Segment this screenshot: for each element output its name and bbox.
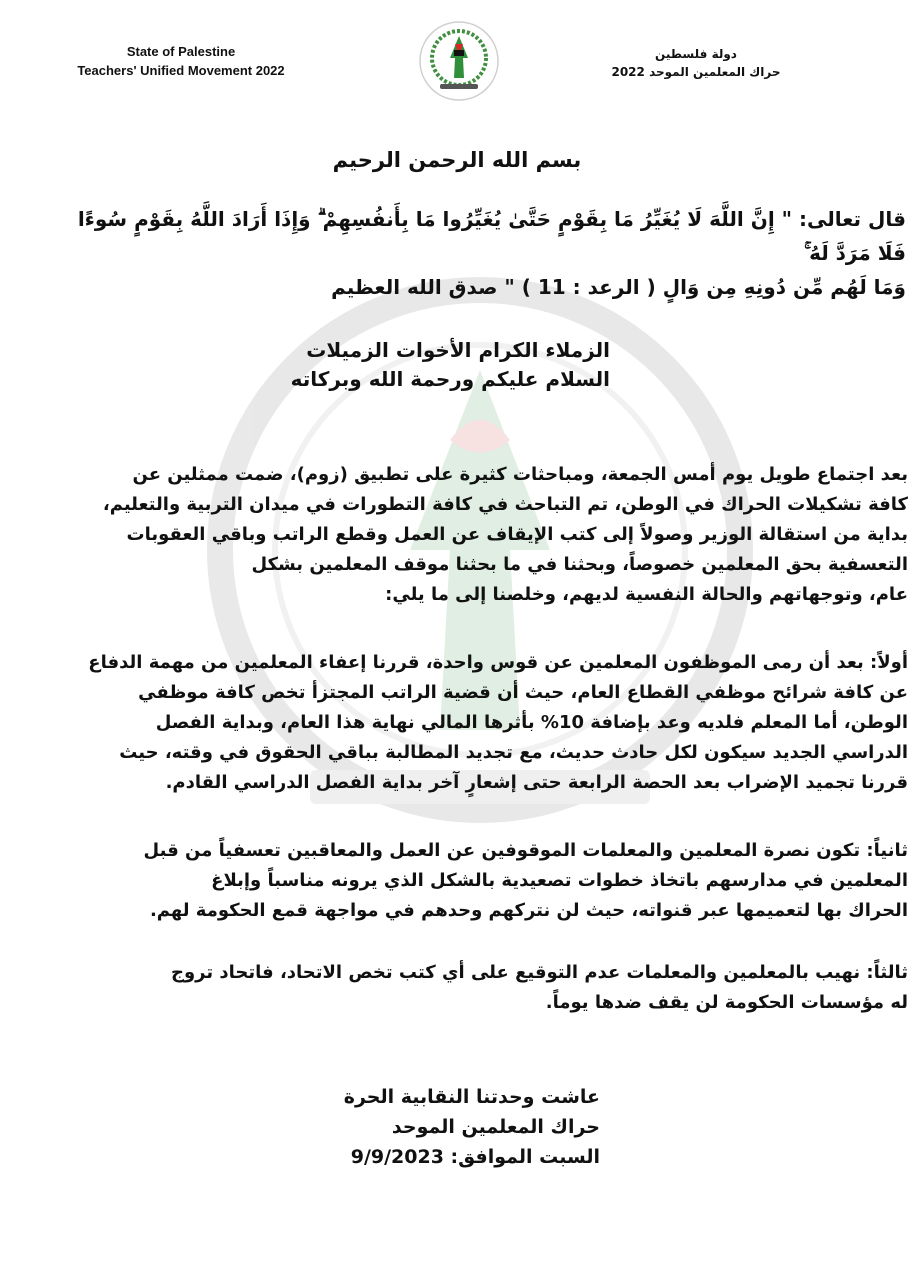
- greeting: [250, 336, 610, 394]
- paragraph-intro: [26, 460, 908, 610]
- paragraph-line: عن كافة شرائح موظفي القطاع العام، حيث أن قضية الراتب المجتزأ تخص كافة موظفي: [138, 682, 908, 703]
- paragraph-line: الدراسي الجديد سيكون لكل حادث حديث، مع تجديد المطالبة بباقي الحقوق في وقته، حيث: [119, 742, 908, 763]
- movement-logo-icon: [418, 20, 500, 102]
- header-org-ar: حراك المعلمين الموحد 2022: [611, 65, 781, 79]
- paragraph-line: ثانياً: تكون نصرة المعلمين والمعلمات الموقوفين عن العمل والمعاقبين تعسفياً من قبل: [143, 840, 908, 861]
- paragraph-first-point: [26, 648, 908, 798]
- paragraph-line: بعد اجتماع طويل يوم أمس الجمعة، ومباحثات كثيرة على تطبيق (زوم)، ضمت ممثلين عن: [132, 464, 908, 485]
- closing-signature: [300, 1082, 600, 1172]
- paragraph-line: بداية من استقالة الوزير وصولاً إلى كتب الإيقاف عن العمل وقطع الراتب وباقي العقوبات: [126, 524, 908, 545]
- header-arabic: [586, 45, 806, 81]
- paragraph-line: أولاً: بعد أن رمى الموظفون المعلمين عن قوس واحدة، قررنا إعفاء المعلمين من مهمة الدفاع: [88, 652, 908, 673]
- verse-line: قال تعالى: " إِنَّ اللَّهَ لَا يُغَيِّرُ مَا بِقَوْمٍ حَتَّىٰ يُغَيِّرُوا مَا بِأَنفُسِهِمْ ۗ وَإِذَا أَرَادَ اللَّهُ بِقَوْمٍ سُوءًا فَلَا مَرَدَّ لَهُ ۚ: [77, 207, 906, 265]
- closing-slogan: عاشت وحدتنا النقابية الحرة: [343, 1086, 600, 1108]
- greeting-line: الزملاء الكرام الأخوات الزميلات: [306, 338, 610, 362]
- paragraph-line: المعلمين في مدارسهم باتخاذ خطوات تصعيدية بالشكل الذي يرونه مناسباً وإبلاغ: [211, 870, 908, 891]
- paragraph-line: قررنا تجميد الإضراب بعد الحصة الرابعة حتى إشعارٍ آخر بداية الفصل الدراسي القادم.: [165, 772, 908, 793]
- paragraph-line: التعسفية بحق المعلمين خصوصاً، وبحثنا في ما بحثنا موقف المعلمين بشكل: [251, 554, 908, 575]
- paragraph-line: ثالثاً: نهيب بالمعلمين والمعلمات عدم التوقيع على أي كتب تخص الاتحاد، فاتحاد تروج: [171, 962, 908, 983]
- header-english: [36, 42, 326, 80]
- header-country-ar: دولة فلسطين: [655, 47, 737, 61]
- header-org-en: Teachers' Unified Movement 2022: [77, 63, 285, 78]
- basmala: بسم الله الرحمن الرحيم: [332, 148, 582, 172]
- paragraph-line: عام، وتوجهاتهم والحالة النفسية لديهم، وخلصنا إلى ما يلي:: [385, 584, 908, 605]
- paragraph-third-point: [26, 958, 908, 1018]
- closing-org: حراك المعلمين الموحد: [391, 1116, 600, 1138]
- quran-verse: [60, 202, 906, 304]
- paragraph-line: كافة تشكيلات الحراك في الوطن، تم التباحث في كافة التطورات في ميدان التربية والتعليم،: [102, 494, 908, 515]
- verse-line: وَمَا لَهُم مِّن دُونِهِ مِن وَالٍ ( الرعد : 11 ) " صدق الله العظيم: [331, 275, 906, 299]
- paragraph-line: الحراك بها لتعميمها عبر قنواته، حيث لن نتركهم وحدهم في مواجهة قمع الحكومة لهم.: [149, 900, 908, 921]
- paragraph-line: له مؤسسات الحكومة لن يقف ضدها يوماً.: [545, 992, 908, 1013]
- closing-date: السبت الموافق: 9/9/2023: [350, 1146, 600, 1168]
- greeting-line: السلام عليكم ورحمة الله وبركاته: [290, 367, 610, 391]
- header-country-en: State of Palestine: [126, 44, 236, 59]
- paragraph-second-point: [26, 836, 908, 926]
- paragraph-line: الوطن، أما المعلم فلديه وعد بإضافة 10% بأثرها المالي نهاية هذا العام، وبداية الفصل: [155, 712, 908, 733]
